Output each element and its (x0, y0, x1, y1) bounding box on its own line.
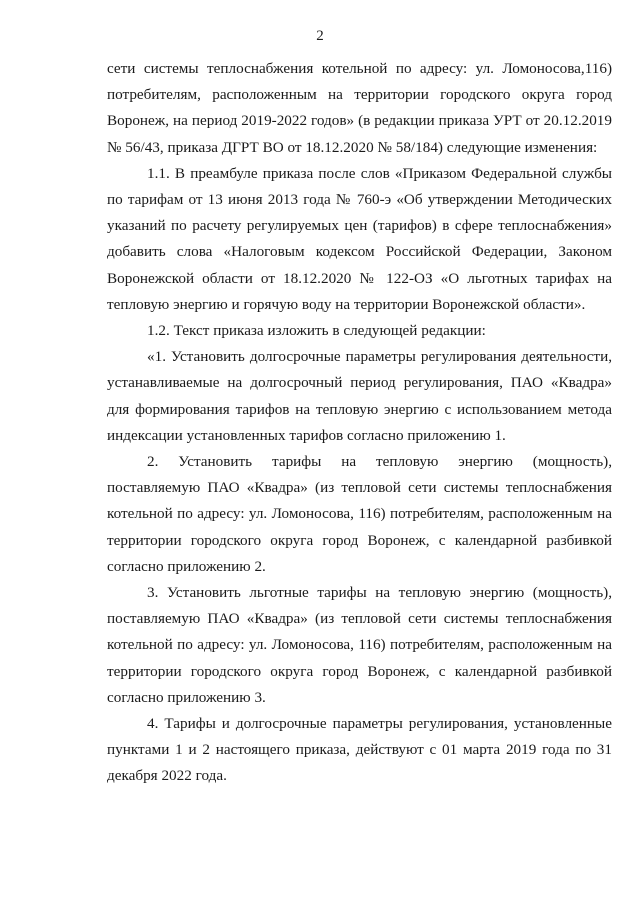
paragraph-continuation: сети системы теплоснабжения котельной по адресу: ул. Ломоносова,116) потребителям, расположенным на территории городского округа город Воронеж, на период 2019-2022 годов» (в редакции приказа УРТ от 20.12.2019 № 56/43, приказа ДГРТ ВО от 18.12.2020 № 58/184) следующие изменения: (107, 60, 612, 156)
paragraph-1-1: 1.1. В преамбуле приказа после слов «Приказом Федеральной службы по тарифам от 13 июня 2013 года № 760-э «Об утверждении Методических указаний по расчету регулируемых цен (тарифов) в сфере теплоснабжения» добавить слова «Налоговым кодексом Российской Федерации, Законом Воронежской области от 18.12.2020 № 122-ОЗ «О льготных тарифах на тепловую энергию и горячую воду на территории Воронежской области». (107, 164, 612, 313)
paragraph-item-1: «1. Установить долгосрочные параметры регулирования деятельности, устанавливаемые на долгосрочный период регулирования, ПАО «Квадра» для формирования тарифов на тепловую энергию с использованием метода индексации установленных тарифов согласно приложению 1. (107, 348, 612, 444)
paragraph-1-2: 1.2. Текст приказа изложить в следующей редакции: (147, 322, 486, 340)
paragraph-item-4: 4. Тарифы и долгосрочные параметры регулирования, установленные пунктами 1 и 2 настоящего приказа, действуют с 01 марта 2019 года по 31 декабря 2022 года. (107, 715, 612, 785)
paragraph-item-3: 3. Установить льготные тарифы на тепловую энергию (мощность), поставляемую ПАО «Квадра» (из тепловой сети системы теплоснабжения котельной по адресу: ул. Ломоносова, 116) потребителям, расположенным на территории городского округа город Воронеж, с календарной разбивкой согласно приложению 3. (107, 584, 612, 706)
paragraph-item-2: 2. Установить тарифы на тепловую энергию (мощность), поставляемую ПАО «Квадра» (из тепловой сети системы теплоснабжения котельной по адресу: ул. Ломоносова, 116) потребителям, расположенным на территории городского округа город Воронеж, с календарной разбивкой согласно приложению 2. (107, 453, 612, 575)
page-number: 2 (316, 28, 324, 44)
document-body (107, 56, 612, 790)
